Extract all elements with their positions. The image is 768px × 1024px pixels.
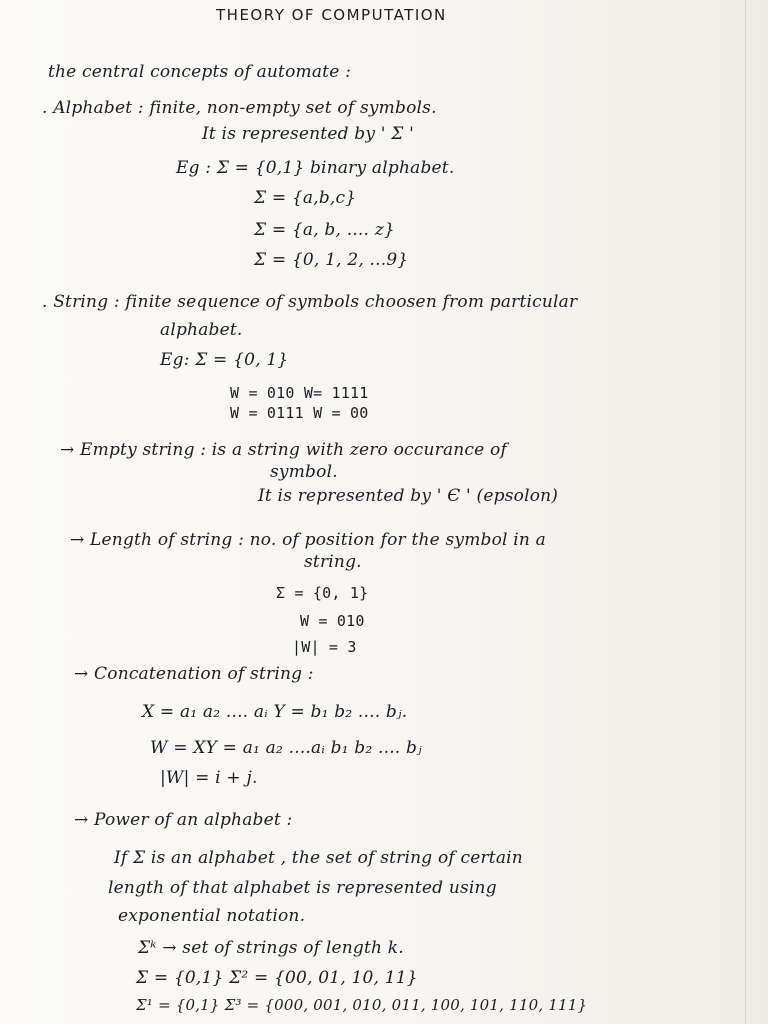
power-paragraph-2: length of that alphabet is represented using xyxy=(108,878,497,898)
length-definition: → Length of string : no. of position for the symbol in a xyxy=(70,530,547,550)
alphabet-example-1: Eg : Σ = {0,1} binary alphabet. xyxy=(176,158,455,178)
power-paragraph-1: If Σ is an alphabet , the set of string of certain xyxy=(114,848,523,868)
alphabet-definition: . Alphabet : finite, non-empty set of symbols. xyxy=(42,98,437,118)
alphabet-example-2: Σ = {a,b,c} xyxy=(254,188,357,208)
alphabet-example-3: Σ = {a, b, .... z} xyxy=(254,220,395,240)
string-example: Eg: Σ = {0, 1} xyxy=(160,350,289,370)
power-example-1: Σ = {0,1} Σ² = {00, 01, 10, 11} xyxy=(136,968,418,988)
string-w-row-2: W = 0111 W = 00 xyxy=(230,404,369,422)
string-w-row-1: W = 010 W= 1111 xyxy=(230,384,369,402)
length-definition-cont: string. xyxy=(304,552,362,572)
string-definition-cont: alphabet. xyxy=(160,320,243,340)
power-example-2: Σ¹ = {0,1} Σ³ = {000, 001, 010, 011, 100, 101, 110, 111} xyxy=(136,996,588,1014)
length-example-1: Σ = {0, 1} xyxy=(276,584,369,602)
empty-string-definition: → Empty string : is a string with zero occurance of xyxy=(60,440,507,460)
power-paragraph-3: exponential notation. xyxy=(118,906,306,926)
intro-line: the central concepts of automate : xyxy=(48,62,351,82)
concatenation-heading: → Concatenation of string : xyxy=(74,664,314,684)
alphabet-example-4: Σ = {0, 1, 2, ...9} xyxy=(254,250,409,270)
empty-string-representation: It is represented by ' Є ' (epsolon) xyxy=(258,486,559,506)
power-heading: → Power of an alphabet : xyxy=(74,810,293,830)
alphabet-representation: It is represented by ' Σ ' xyxy=(202,124,414,144)
concatenation-example-1: X = a₁ a₂ .... aᵢ Y = b₁ b₂ .... bⱼ. xyxy=(142,702,408,722)
length-example-3: |W| = 3 xyxy=(292,638,357,656)
length-example-2: W = 010 xyxy=(300,612,365,630)
concatenation-example-2: W = XY = a₁ a₂ ....aᵢ b₁ b₂ .... bⱼ xyxy=(150,738,422,758)
string-definition: . String : finite sequence of symbols choosen from particular xyxy=(42,292,578,312)
power-k-definition: Σᵏ → set of strings of length k. xyxy=(138,938,404,958)
concatenation-example-3: |W| = i + j. xyxy=(160,768,258,788)
empty-string-definition-cont: symbol. xyxy=(270,462,338,482)
page-title: THEORY OF COMPUTATION xyxy=(216,6,447,24)
